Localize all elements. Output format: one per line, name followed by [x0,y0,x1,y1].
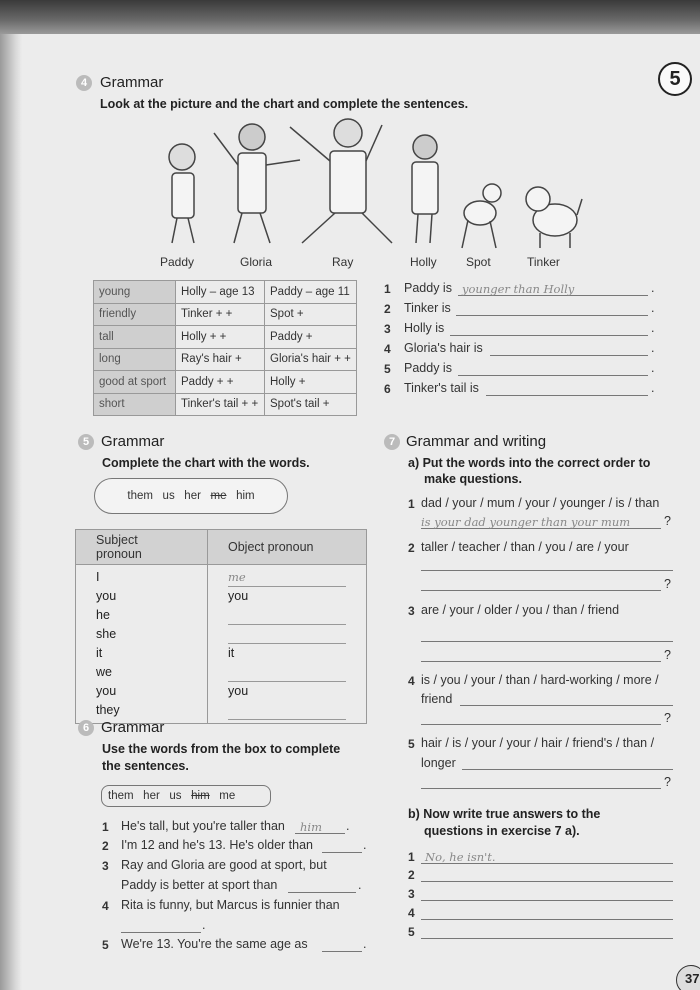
ex7-number-badge: 7 [384,434,400,450]
page-top-shadow [0,0,700,34]
ex6-number-badge: 6 [78,720,94,736]
label-holly: Holly [410,255,437,269]
ex7-title: Grammar and writing [406,433,547,450]
label-gloria: Gloria [240,255,273,269]
ex5-word-cloud: them us her me him [94,478,288,514]
object-blank[interactable] [228,625,346,644]
ex4-title: Grammar [100,74,164,91]
ex7a-instruction-1: a) Put the words into the correct order to [408,456,651,470]
ex4-answer-6[interactable] [486,395,648,396]
ex4-answer-3[interactable] [450,335,648,336]
holly-figure [412,135,438,243]
ex7-answer-q4[interactable] [421,724,661,725]
ex7-answer-q2[interactable] [421,590,661,591]
ex5-number-badge: 5 [78,434,94,450]
paddy-figure [169,144,195,243]
ex5-title: Grammar [101,433,165,450]
chart-row: short Tinker's tail + + Spot's tail + [94,393,357,416]
ex4-number-badge: 4 [76,75,92,91]
ex7b-instruction-1: b) Now write true answers to the [408,807,601,821]
characters-illustration [130,115,600,255]
ex6-answer-1[interactable]: him [300,820,322,834]
object-answer[interactable]: me [228,568,346,587]
ex6-word-box: them her us him me [101,785,271,807]
chart-row: tall Holly + + Paddy + [94,326,357,349]
tinker-dog [526,187,582,248]
ex4-answer-2[interactable] [456,315,648,316]
chart-row: friendly Tinker + + Spot + [94,303,357,326]
chart-row: good at sport Paddy + + Holly + [94,371,357,394]
ex6-answer-2[interactable] [322,852,362,853]
ex5-instruction: Complete the chart with the words. [102,456,310,470]
object-blank[interactable] [228,663,346,682]
ex4-answer-1[interactable]: younger than Holly [462,282,575,296]
book-spine-shadow [0,34,22,990]
comparison-chart [93,280,357,416]
page-number: 37 [676,965,700,990]
object-blank[interactable] [228,701,346,720]
unit-number-badge: 5 [658,62,692,96]
ex7a-instruction-2: make questions. [424,472,522,486]
ex7b-instruction-2: questions in exercise 7 a). [424,824,580,838]
label-paddy: Paddy [160,255,195,269]
ex4-answer-5[interactable] [458,375,648,376]
ex7-answer-q5[interactable] [421,788,661,789]
ex6-answer-5[interactable] [322,951,362,952]
object-blank[interactable] [228,606,346,625]
ex6-instruction-2: the sentences. [102,759,189,773]
ex6-answer-4[interactable] [121,932,201,933]
ex7-answer-q3[interactable] [421,661,661,662]
ex6-answer-3[interactable] [288,892,356,893]
ex7b-answer-text[interactable]: No, he isn't. [425,850,496,864]
header-object-pronoun: Object pronoun [208,530,367,565]
chart-row: young Holly – age 13 Paddy – age 11 [94,281,357,304]
gloria-figure [214,124,300,243]
label-ray: Ray [332,255,354,269]
ex4-instruction: Look at the picture and the chart and complete the sentences. [100,97,469,111]
ex6-title: Grammar [101,719,165,736]
label-spot: Spot [466,255,491,269]
ex7-answer-q1[interactable]: is your dad younger than your mum [421,515,631,529]
subject-pronoun-column: I you he she it we you they [76,565,208,724]
label-tinker: Tinker [527,255,560,269]
header-subject-pronoun: Subject pronoun [76,530,208,565]
ex6-instruction-1: Use the words from the box to complete [102,742,341,756]
object-pronoun-column: me you it you [208,565,367,724]
ray-figure [290,119,392,243]
ex4-answer-4[interactable] [490,355,648,356]
workbook-page: 5 4 Grammar Look at the picture and the chart and complete the sentences. Paddy Gloria Ray Holly Spot Tinker young Holly – age 13 Paddy – age 11 friendly Tinker + + Spot + tall Holly + + Paddy + long Ray's hair + Gloria's hair + + good at sport Paddy + + Holly + short Tinker's tail + + Spot's tail + 1 Paddy is younger than Holly . 2 Tinker is . 3 Holly is . 4 Gloria's hair is . 5 Paddy is . 6 Tinker's tail is . 5 Grammar Complete the chart with the words. them us her me him Subject pronoun Object pronoun I you he she it we you they me you it you 6 Grammar Use the words from the box to complete the sentences. them her us him me 1 He's tall, but you're taller than him . 2 I'm 12 and he's 13. He's older than . 3 Ray and Gloria are good at sport, but Paddy is better at sport than . 4 Rita is funny, but Marcus is funnier than . 5 We're 13. You're the same age as . 7 Grammar and writing a) Put the words into the correct order to make questions. 1 dad / your / mum / your / younger / is / than is your dad younger than your mum ? 2 taller / teacher / than / you / are / your ? 3 are / your / older / you / than / friend ? 4 is / you / your / than / hard-working / more / friend ? 5 hair / is / your / your / hair / friend's / than / longer ? b) Now write true answers to the questions in exercise 7 a). 1 No, he isn't. 2 3 4 5 37 [0,0,700,990]
pronoun-chart [75,529,367,724]
spot-dog [462,184,501,248]
chart-row: long Ray's hair + Gloria's hair + + [94,348,357,371]
